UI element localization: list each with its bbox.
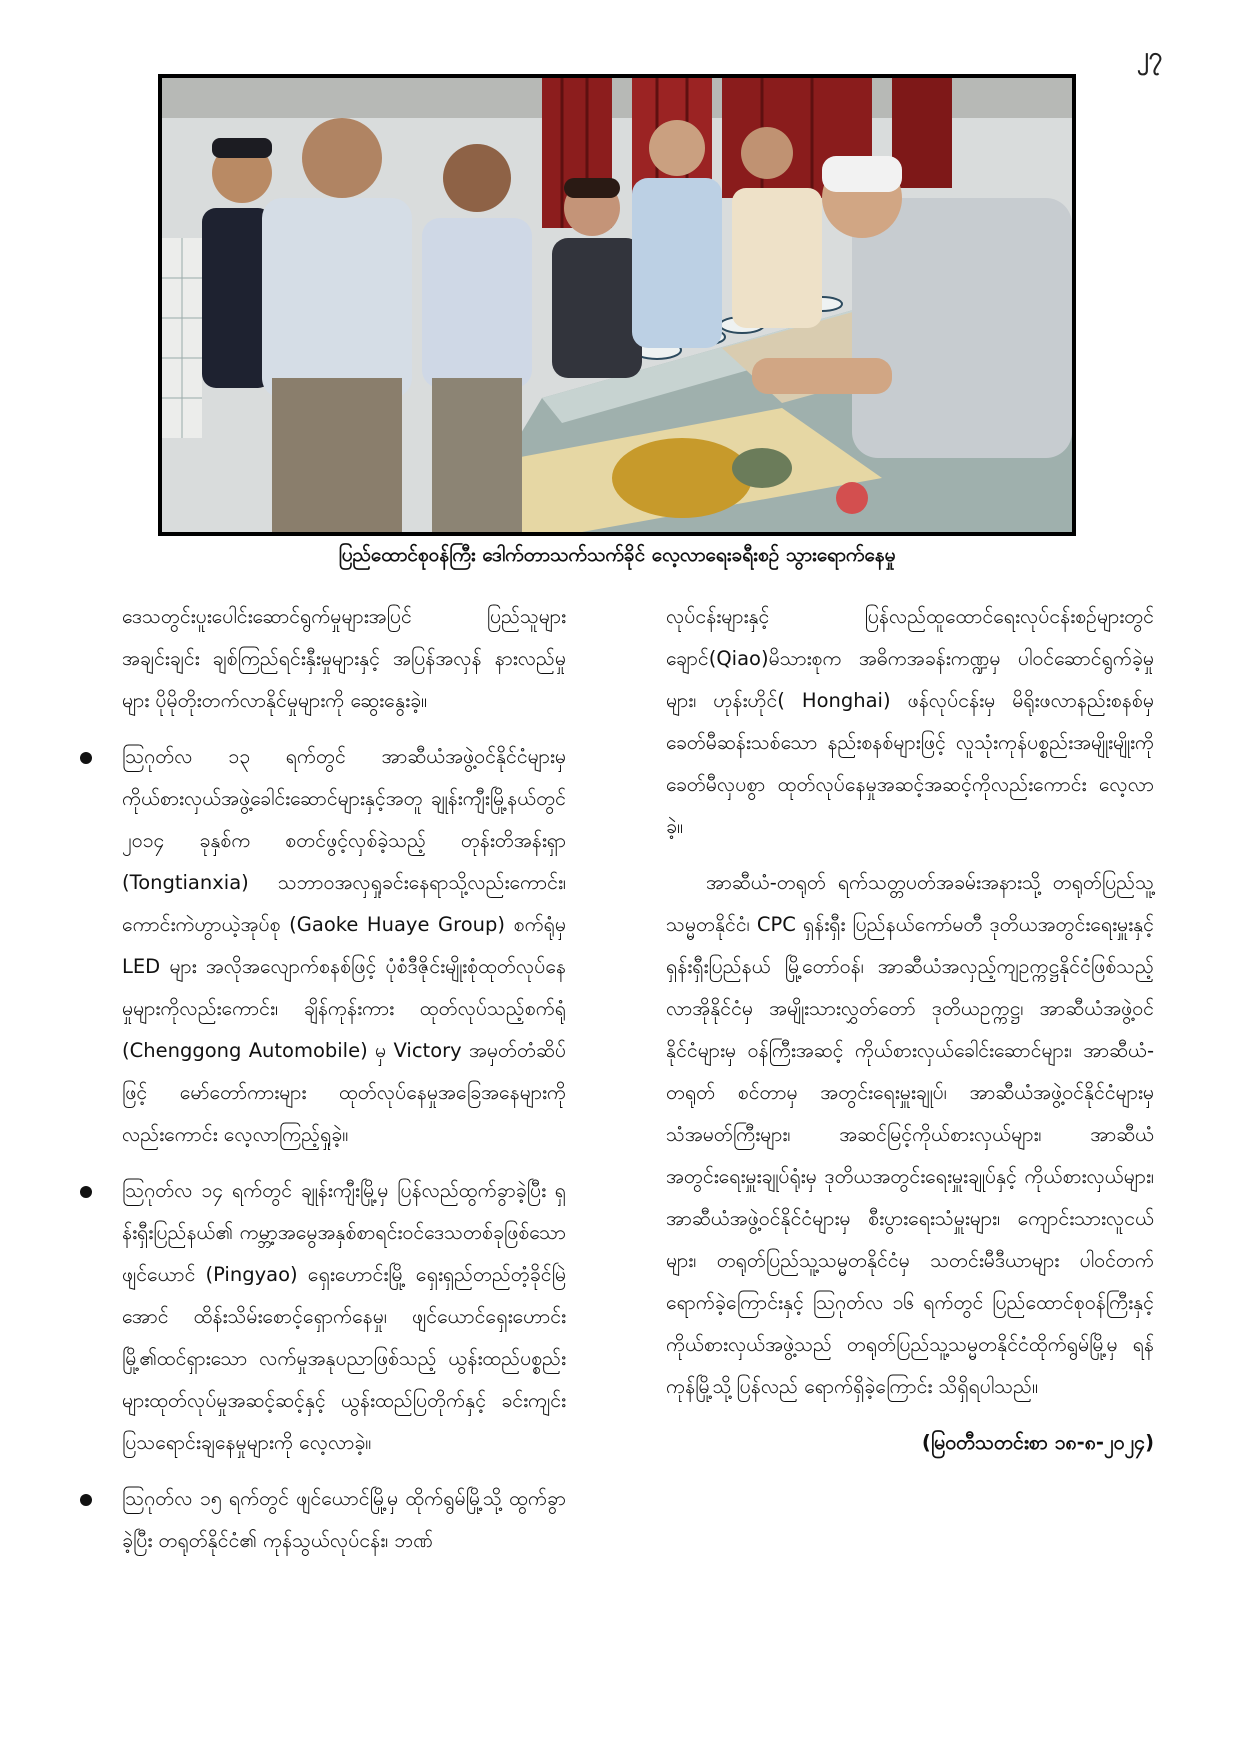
page-number: ၂၇ [1136, 42, 1162, 70]
source-citation: (မြဝတီသတင်းစာ ၁၈-၈-၂၀၂၄) [921, 1431, 1154, 1454]
photo-group-visit-icon [162, 78, 1072, 532]
bullet-item [78, 1478, 566, 1562]
bullet-icon [80, 752, 92, 764]
left-column [78, 596, 566, 1576]
continuation-paragraph: လုပ်ငန်းများနှင့် ပြန်လည်ထူထောင်ရေးလုပ်ငန်းစဉ်များတွင် ချောင်(Qiao)မိသားစုက အဓိကအခန်းကဏ္ဍမှ ပါဝင်ဆောင်ရွက်ခဲ့မှုများ၊ ဟုန်းဟိုင်( Honghai) ဖန်လုပ်ငန်းမှ မိရိုးဖလာနည်းစနစ်မှ ခေတ်မီဆန်းသစ်သော နည်းစနစ်များဖြင့် လူသုံးကုန်ပစ္စည်းအမျိုးမျိုးကို ခေတ်မီလှပစွာ ထုတ်လုပ်နေမှုအဆင့်အဆင့်ကိုလည်းကောင်း လေ့လာခဲ့။ [666, 605, 1154, 838]
bullet-text: ဩဂုတ်လ ၁၅ ရက်တွင် ဖျင်ယောင်မြို့မှ ထိုက်ရွမ်မြို့သို့ ထွက်ခွာခဲ့ပြီး တရုတ်နိုင်ငံ၏ ကုန်သွယ်လုပ်ငန်း၊ ဘဏ် [122, 1487, 566, 1552]
closing-paragraph: အာဆီယံ-တရုတ် ရက်သတ္တပတ်အခမ်းအနားသို့ တရုတ်ပြည်သူ့သမ္မတနိုင်ငံ၊ CPC ရှန်းရှီး ပြည်နယ်ကော်မတီ ဒုတိယအတွင်းရေးမှူးနှင့် ရှန်းရှီးပြည်နယ် မြို့တော်ဝန်၊ အာဆီယံအလှည့်ကျဥက္ကဋ္ဌနိုင်ငံဖြစ်သည့် လာအိုနိုင်ငံမှ အမျိုးသားလွှတ်တော် ဒုတိယဥက္ကဋ္ဌ၊ အာဆီယံအဖွဲ့ဝင်နိုင်ငံများမှ ဝန်ကြီးအဆင့် ကိုယ်စားလှယ်ခေါင်းဆောင်များ၊ အာဆီယံ-တရုတ် စင်တာမှ အတွင်းရေးမှူးချုပ်၊ အာဆီယံအဖွဲ့ဝင်နိုင်ငံများမှ သံအမတ်ကြီးများ၊ အဆင်မြင့်ကိုယ်စားလှယ်များ၊ အာဆီယံ အတွင်းရေးမှူးချုပ်ရုံးမှ ဒုတိယအတွင်းရေးမှူးချုပ်နှင့် ကိုယ်စားလှယ်များ၊ အာဆီယံအဖွဲ့ဝင်နိုင်ငံများမှ စီးပွားရေးသံမှူးများ၊ ကျောင်းသားလူငယ်များ၊ တရုတ်ပြည်သူ့သမ္မတနိုင်ငံမှ သတင်းမီဒီယာများ ပါဝင်တက်ရောက်ခဲ့ကြောင်းနှင့် ဩဂုတ်လ ၁၆ ရက်တွင် ပြည်ထောင်စုဝန်ကြီးနှင့် ကိုယ်စားလှယ်အဖွဲ့သည် တရုတ်ပြည်သူ့သမ္မတနိုင်ငံထိုက်ရွမ်မြို့မှ ရန်ကုန်မြို့သို့ပြန်လည် ရောက်ရှိခဲ့ကြောင်း သိရှိရပါသည်။ [666, 871, 1154, 1398]
bullet-icon [80, 1494, 92, 1506]
photo [158, 74, 1076, 536]
photo-caption: ပြည်ထောင်စုဝန်ကြီး ဒေါက်တာသက်သက်ခိုင် လေ့လာရေးခရီးစဉ် သွားရောက်နေမှု [338, 544, 896, 566]
bullet-icon [80, 1186, 92, 1198]
bullet-item [78, 736, 566, 1156]
intro-paragraph: ဒေသတွင်းပူးပေါင်းဆောင်ရွက်မှုများအပြင် ပြည်သူများ အချင်းချင်း ချစ်ကြည်ရင်းနှီးမှုများနှင့် အပြန်အလှန် နားလည်မှုများ ပိုမိုတိုးတက်လာနိုင်မှုများကို ဆွေးနွေးခဲ့။ [122, 605, 566, 712]
right-column [666, 596, 1154, 1464]
bullet-text: ဩဂုတ်လ ၁၄ ရက်တွင် ချုန်းကျီးမြို့မှ ပြန်လည်ထွက်ခွာခဲ့ပြီး ရှန်းရှီးပြည်နယ်၏ ကမ္ဘာ့အမွေအနှစ်စာရင်းဝင်ဒေသတစ်ခုဖြစ်သော ဖျင်ယောင် (Pingyao) ရှေးဟောင်းမြို့ ရှေးရှည်တည်တံ့ခိုင်မြဲအောင် ထိန်းသိမ်းစောင့်ရှောက်နေမှု၊ ဖျင်ယောင်ရှေးဟောင်းမြို့၏ထင်ရှားသော လက်မှုအနုပညာဖြစ်သည့် ယွန်းထည်ပစ္စည်းများထုတ်လုပ်မှုအဆင့်ဆင့်နှင့် ယွန်းထည်ပြတိုက်နှင့် ခင်းကျင်းပြသရောင်းချနေမှုများကို လေ့လာခဲ့။ [122, 1179, 566, 1454]
bullet-item [78, 1170, 566, 1464]
bullet-text: ဩဂုတ်လ ၁၃ ရက်တွင် အာဆီယံအဖွဲ့ဝင်နိုင်ငံများမှ ကိုယ်စားလှယ်အဖွဲ့ခေါင်းဆောင်များနှင့်အတူ ချုန်းကျီးမြို့နယ်တွင် ၂၀၁၄ ခုနှစ်က စတင်ဖွင့်လှစ်ခဲ့သည့် တုန်းတိအန်းရှာ (Tongtianxia) သဘာဝအလှရှုခင်းနေရာသို့လည်းကောင်း၊ ကောင်းကဲဟွာယဲ့အုပ်စု (Gaoke Huaye Group) စက်ရုံမှ LED များ အလိုအလျောက်စနစ်ဖြင့် ပုံစံဒီဇိုင်းမျိုးစုံထုတ်လုပ်နေမှုများကိုလည်းကောင်း၊ ချိန်ကုန်းကား ထုတ်လုပ်သည့်စက်ရုံ (Chenggong Automobile) မှ Victory အမှတ်တံဆိပ်ဖြင့် မော်တော်ကားများ ထုတ်လုပ်နေမှုအခြေအနေများကိုလည်းကောင်း လေ့လာကြည့်ရှုခဲ့။ [122, 745, 566, 1146]
